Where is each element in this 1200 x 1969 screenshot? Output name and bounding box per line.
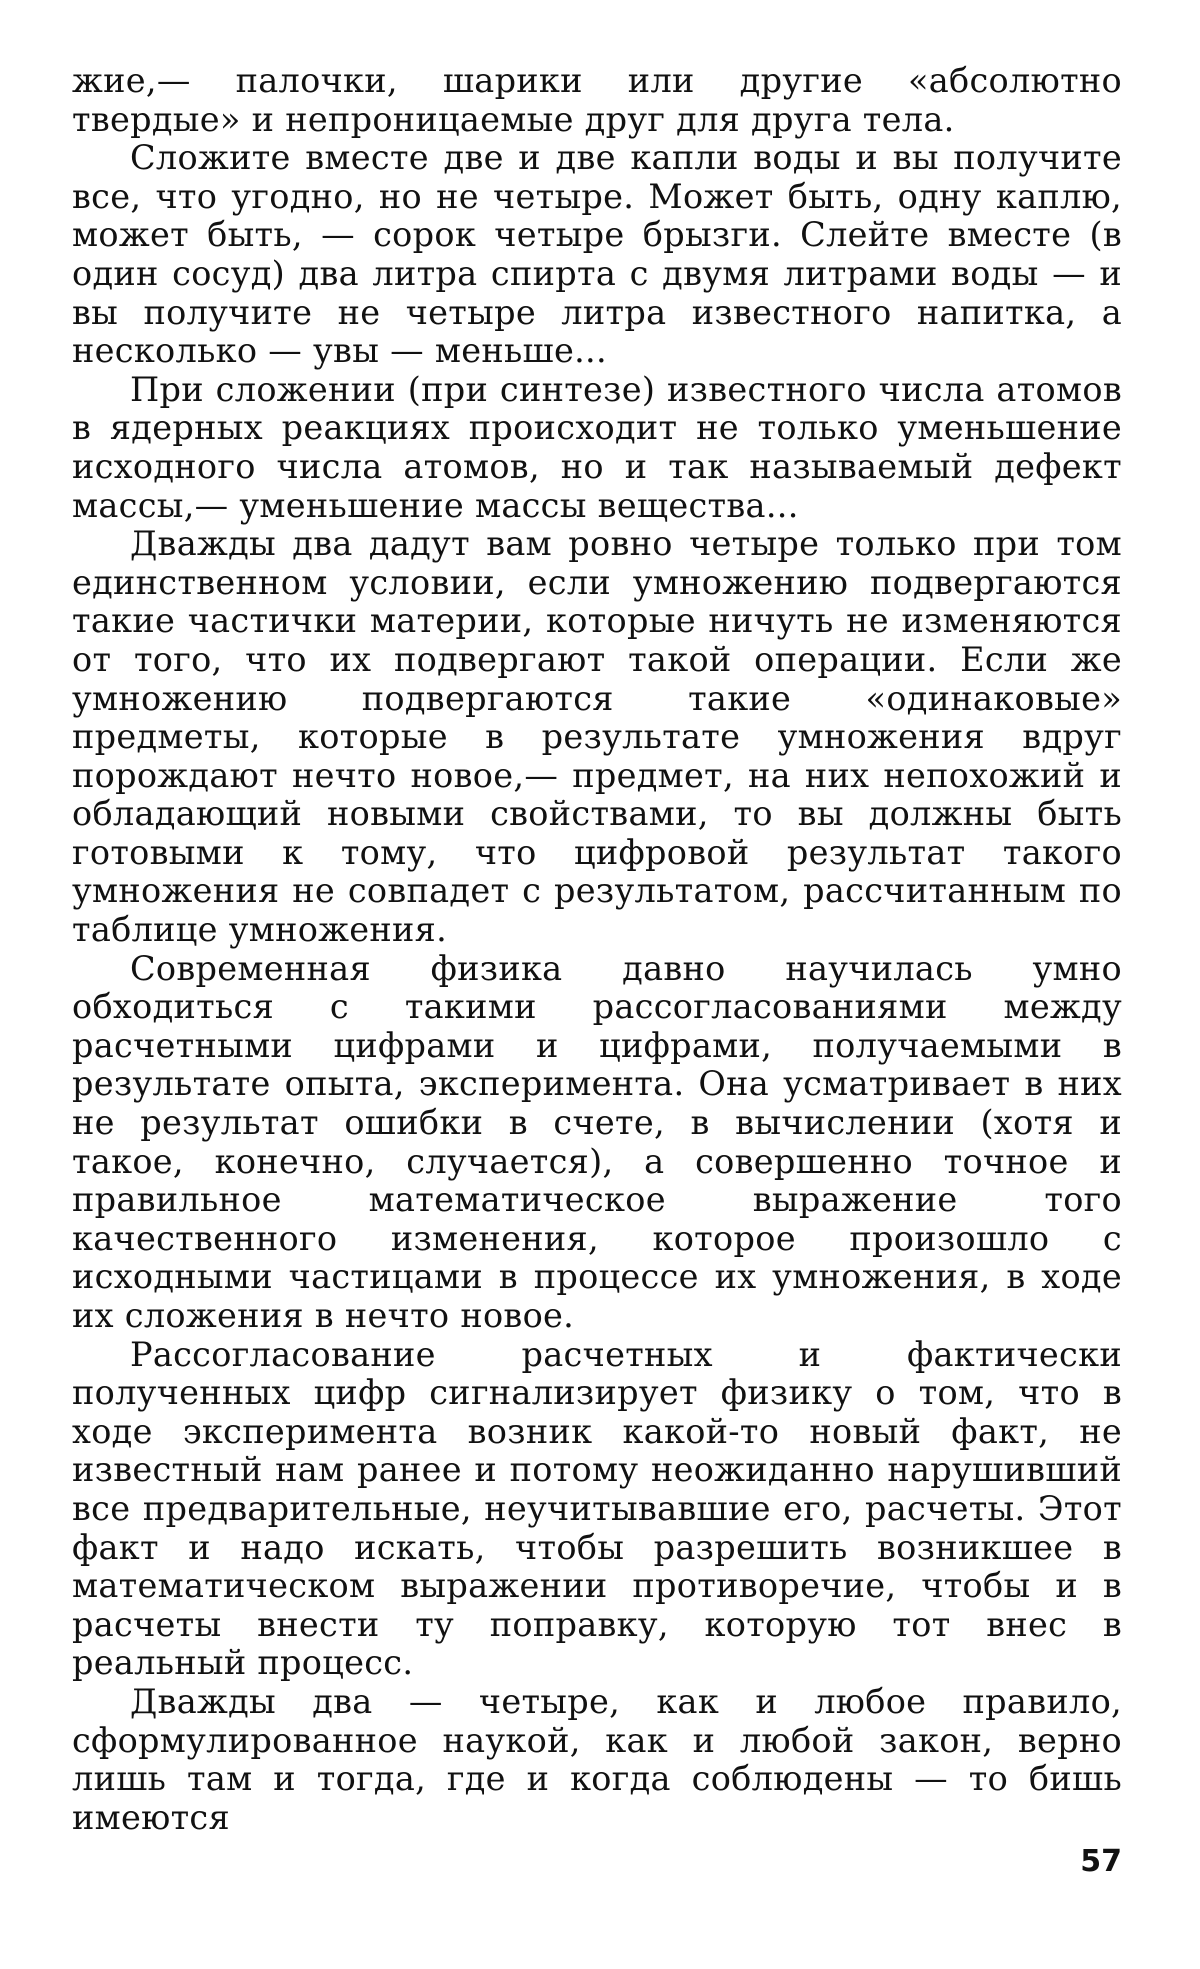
- page-number: 57: [1080, 1844, 1122, 1879]
- paragraph-7: Дважды два — четыре, как и любое правило, сформулированное наукой, как и любой закон, верно лишь там и тогда, где и когда соблюдены — то бишь имеются: [72, 1681, 1122, 1837]
- book-page: [72, 62, 1122, 1922]
- paragraph-5: Современная физика давно научилась умно обходиться с такими рассогласованиями между расчетными цифрами и цифрами, получаемыми в результате опыта, эксперимента. Она усматривает в них не результат ошибки в счете, в вычислении (хотя и такое, конечно, случается), а совершенно точное и правильное математическое выражение того качественного изменения, которое произошло с исходными частицами в процессе их умножения, в ходе их сложения в нечто новое.: [72, 948, 1122, 1335]
- paragraph-4: Дважды два дадут вам ровно четыре только при том единственном условии, если умножению подвергаются такие частички материи, которые ничуть не изменяются от того, что их подвергают такой операции. Если же умножению подвергаются такие «одинаковые» предметы, которые в результате умножения вдруг порождают нечто новое,— предмет, на них непохожий и обладающий новыми свойствами, то вы должны быть готовыми к тому, что цифровой результат такого умножения не совпадет с результатом, рассчитанным по таблице умножения.: [72, 524, 1122, 950]
- paragraph-6: Рассогласование расчетных и фактически полученных цифр сигнализирует физику о том, что в ходе эксперимента возник какой-то новый факт, не известный нам ранее и потому неожиданно нарушивший все предварительные, неучитывавшие его, расчеты. Этот факт и надо искать, чтобы разрешить возникшее в математическом выражении противоречие, чтобы и в расчеты внести ту поправку, которую тот внес в реальный процесс.: [72, 1334, 1122, 1683]
- paragraph-1: жие,— палочки, шарики или другие «абсолютно твердые» и непроницаемые друг для друга тела.: [72, 61, 1122, 139]
- paragraph-2: Сложите вместе две и две капли воды и вы получите все, что угодно, но не четыре. Может быть, одну каплю, может быть, — сорок четыре брызги. Слейте вместе (в один сосуд) два литра спирта с двумя литрами воды — и вы получите не четыре литра известного напитка, а несколько — увы — меньше...: [72, 138, 1122, 371]
- paragraph-3: При сложении (при синтезе) известного числа атомов в ядерных реакциях происходит не только уменьшение исходного числа атомов, но и так называемый дефект массы,— уменьшение массы вещества...: [72, 369, 1122, 525]
